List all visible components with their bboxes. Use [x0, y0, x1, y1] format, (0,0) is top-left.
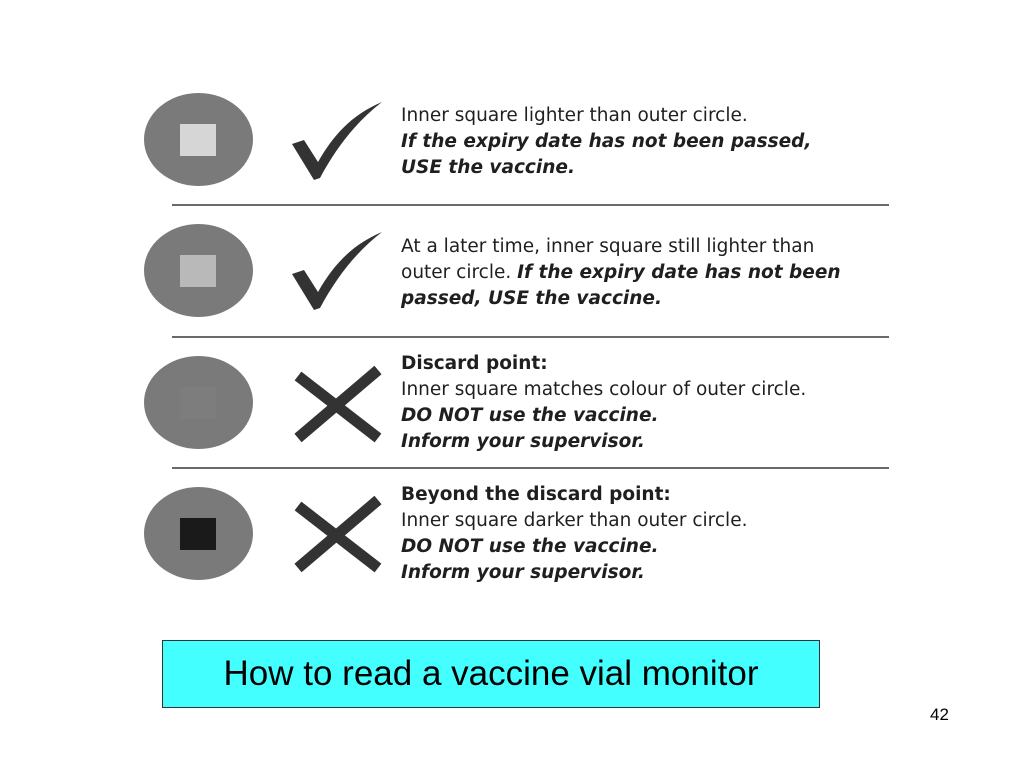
- vvm-outer-circle: [144, 487, 253, 580]
- vvm-inner-square: [180, 124, 216, 156]
- description-line: [401, 482, 747, 508]
- description-line: [401, 429, 806, 455]
- description-text: Discard point:: [401, 353, 548, 374]
- divider: [172, 336, 889, 338]
- checkmark-icon: [290, 230, 386, 312]
- description-text: passed, USE the vaccine.: [401, 288, 662, 309]
- vvm-inner-square: [180, 518, 216, 550]
- description-text: Inform your supervisor.: [401, 562, 645, 583]
- description-text: outer circle.: [401, 262, 518, 283]
- vvm-outer-circle: [144, 356, 253, 449]
- vvm-description: [401, 351, 806, 455]
- description-line: [401, 234, 841, 260]
- description-text: USE the vaccine.: [401, 157, 575, 178]
- description-line: [401, 560, 747, 586]
- vvm-inner-square: [180, 255, 216, 287]
- description-line: [401, 403, 806, 429]
- description-line: [401, 534, 747, 560]
- vvm-description: [401, 103, 811, 181]
- description-text: Inner square darker than outer circle.: [401, 510, 748, 531]
- description-text: Beyond the discard point:: [401, 484, 671, 505]
- description-text: DO NOT use the vaccine.: [401, 536, 659, 557]
- cross-icon: [290, 492, 386, 574]
- description-line: [401, 351, 806, 377]
- cross-icon: [290, 362, 386, 444]
- description-line: [401, 377, 806, 403]
- vvm-inner-square: [180, 387, 216, 419]
- vvm-outer-circle: [144, 224, 253, 317]
- description-line: [401, 260, 841, 286]
- slide-caption: [162, 640, 820, 708]
- description-line: [401, 286, 841, 312]
- description-line: [401, 129, 811, 155]
- description-text: Inform your supervisor.: [401, 431, 645, 452]
- description-line: [401, 155, 811, 181]
- description-text: DO NOT use the vaccine.: [401, 405, 659, 426]
- description-text: Inner square lighter than outer circle.: [401, 105, 748, 126]
- description-line: [401, 103, 811, 129]
- page-number: 42: [930, 705, 949, 724]
- caption-text: How to read a vaccine vial monitor: [223, 654, 759, 693]
- description-text: If the expiry date has not been: [517, 262, 841, 283]
- divider: [172, 204, 889, 206]
- checkmark-icon: [290, 100, 386, 182]
- description-line: [401, 508, 747, 534]
- vvm-outer-circle: [144, 93, 253, 186]
- vvm-description: [401, 234, 841, 312]
- description-text: If the expiry date has not been passed,: [401, 131, 812, 152]
- description-text: At a later time, inner square still lighter than: [401, 236, 815, 257]
- description-text: Inner square matches colour of outer circle.: [401, 379, 807, 400]
- divider: [172, 467, 889, 469]
- vvm-description: [401, 482, 747, 586]
